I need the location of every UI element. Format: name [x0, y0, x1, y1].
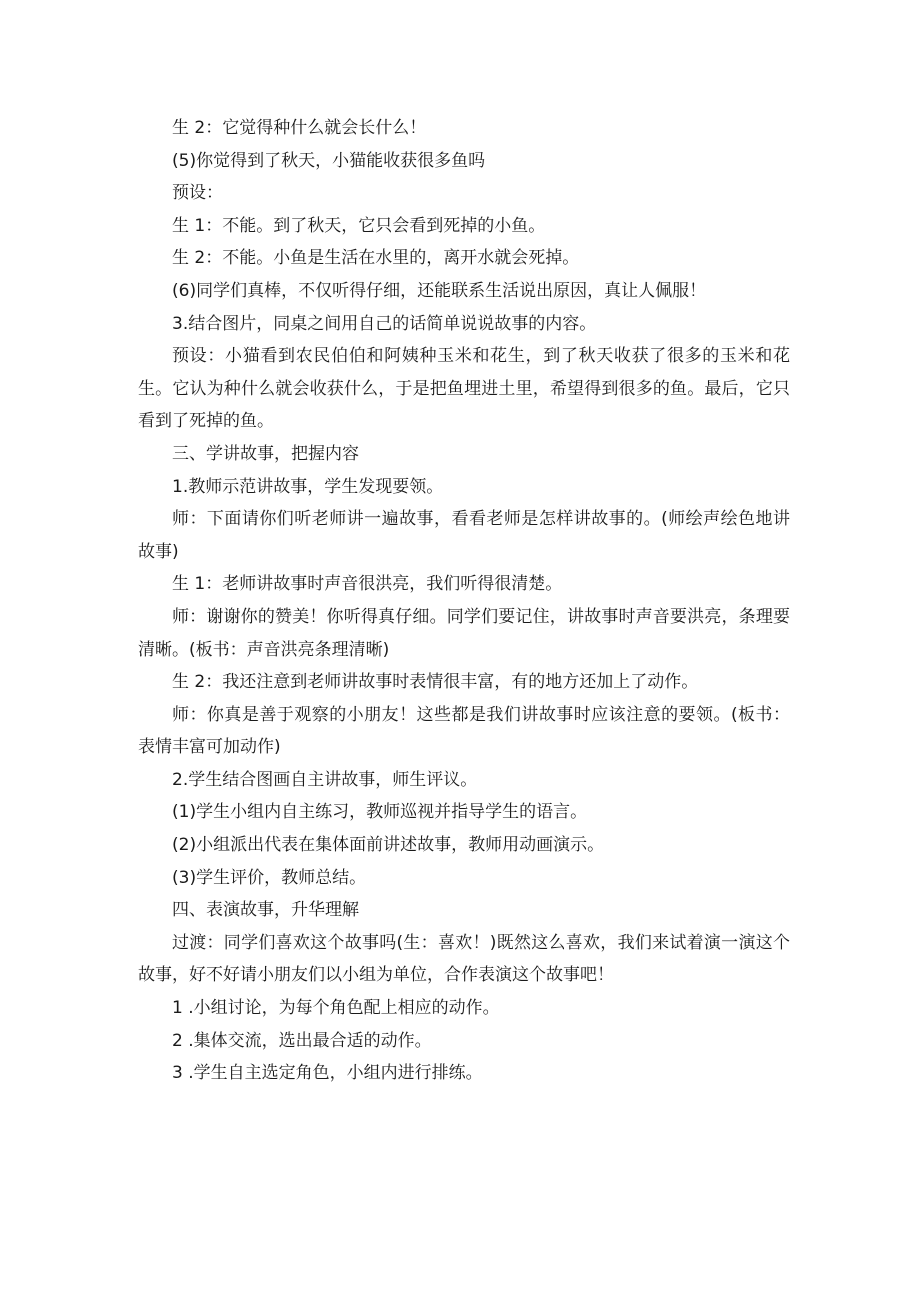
paragraph: (5)你觉得到了秋天，小猫能收获很多鱼吗 — [172, 150, 486, 171]
paragraph: 师：谢谢你的赞美！你听得真仔细。同学们要记住，讲故事时声音要洪亮，条理要清晰。(板书：声音洪亮条理清晰) — [138, 606, 790, 660]
paragraph: 1 .小组讨论，为每个角色配上相应的动作。 — [172, 998, 500, 1019]
paragraph: 3.结合图片，同桌之间用自己的话简单说说故事的内容。 — [172, 313, 597, 334]
paragraph: 师：你真是善于观察的小朋友！这些都是我们讲故事时应该注意的要领。(板书：表情丰富可加动作) — [138, 704, 790, 758]
paragraph: 生 2：我还注意到老师讲故事时表情很丰富，有的地方还加上了动作。 — [172, 672, 699, 693]
paragraph: 2.学生结合图画自主讲故事，师生评议。 — [172, 769, 478, 790]
document-body — [138, 112, 790, 1090]
paragraph: (2)小组派出代表在集体面前讲述故事，教师用动画演示。 — [172, 835, 605, 856]
paragraph: 过渡：同学们喜欢这个故事吗(生：喜欢！)既然这么喜欢，我们来试着演一演这个故事，好不好请小朋友们以小组为单位，合作表演这个故事吧！ — [138, 932, 790, 986]
paragraph: 2 .集体交流，选出最合适的动作。 — [172, 1030, 432, 1051]
section-heading: 三、学讲故事，把握内容 — [172, 443, 359, 464]
paragraph: (6)同学们真棒，不仅听得仔细，还能联系生活说出原因，真让人佩服！ — [172, 280, 707, 301]
paragraph: 生 2：它觉得种什么就会长什么！ — [172, 118, 427, 138]
paragraph: 生 1：老师讲故事时声音很洪亮，我们听得很清楚。 — [172, 574, 563, 595]
paragraph: (1)学生小组内自主练习，教师巡视并指导学生的语言。 — [172, 802, 588, 823]
paragraph: 生 2：不能。小鱼是生活在水里的，离开水就会死掉。 — [172, 248, 580, 269]
paragraph: 3 .学生自主选定角色，小组内进行排练。 — [172, 1063, 483, 1084]
section-heading: 四、表演故事，升华理解 — [172, 900, 359, 921]
paragraph: (3)学生评价，教师总结。 — [172, 867, 367, 888]
paragraph: 预设：小猫看到农民伯伯和阿姨种玉米和花生，到了秋天收获了很多的玉米和花生。它认为种什么就会收获什么，于是把鱼埋进土里，希望得到很多的鱼。最后，它只看到了死掉的鱼。 — [138, 346, 790, 432]
paragraph: 1.教师示范讲故事，学生发现要领。 — [172, 476, 444, 497]
paragraph: 预设： — [172, 183, 223, 204]
paragraph: 生 1：不能。到了秋天，它只会看到死掉的小鱼。 — [172, 215, 546, 236]
paragraph: 师：下面请你们听老师讲一遍故事，看看老师是怎样讲故事的。(师绘声绘色地讲故事) — [138, 509, 790, 562]
